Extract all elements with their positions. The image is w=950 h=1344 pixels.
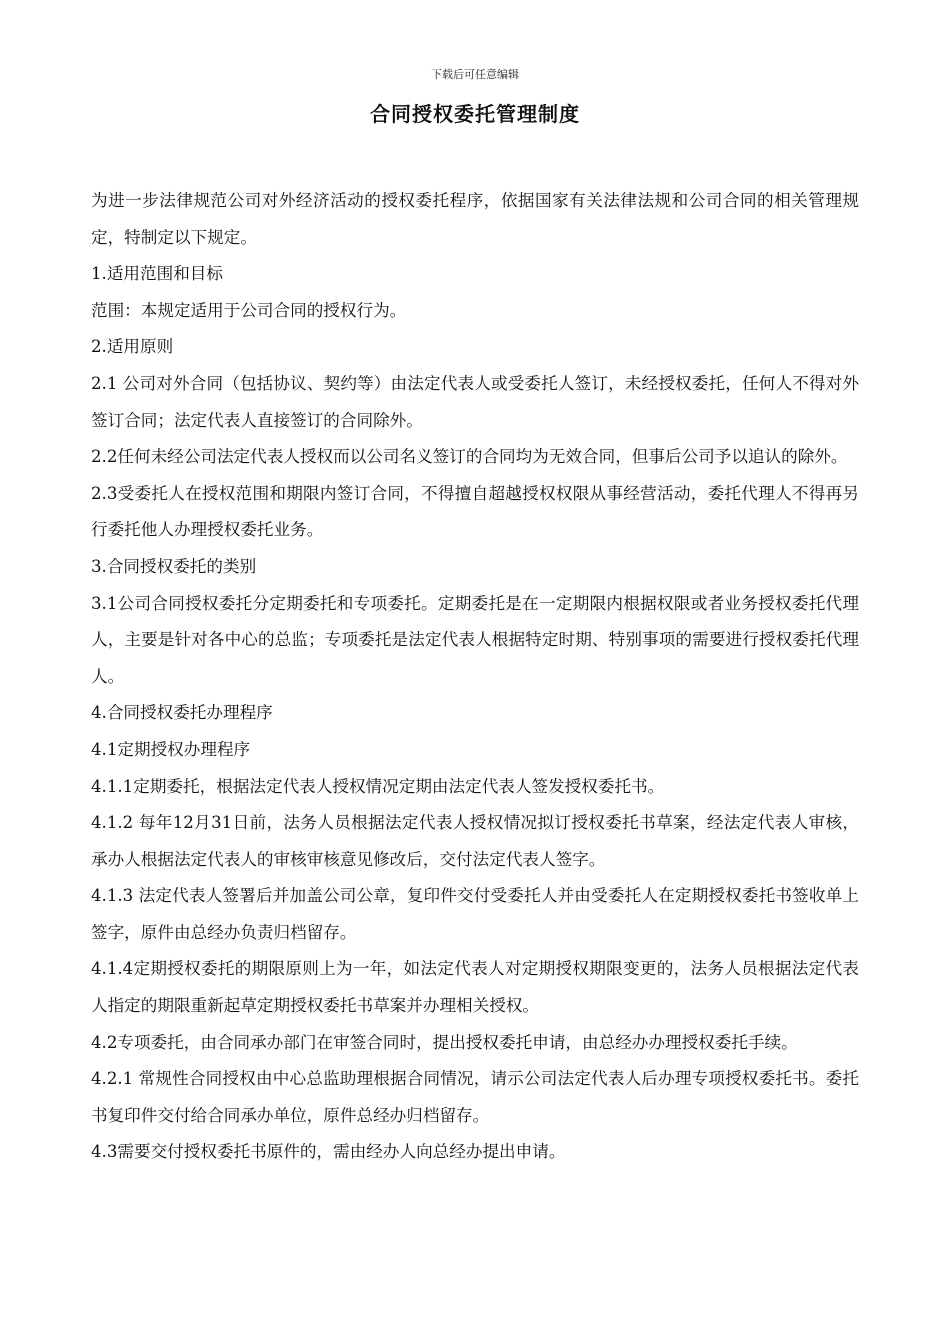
paragraph-4-1-2: 4.1.2 每年12月31日前，法务人员根据法定代表人授权情况拟订授权委托书草案，经法定代表人审核，承办人根据法定代表人的审核审核意见修改后，交付法定代表人签字。 — [91, 813, 859, 869]
paragraph-4-2: 4.2专项委托，由合同承办部门在审签合同时，提出授权委托申请，由总经办办理授权委托手续。 — [91, 1032, 798, 1052]
paragraph-4-2-1: 4.2.1 常规性合同授权由中心总监助理根据合同情况，请示公司法定代表人后办理专项授权委托书。委托书复印件交付给合同承办单位，原件总经办归档留存。 — [91, 1069, 859, 1125]
paragraph-intro: 为进一步法律规范公司对外经济活动的授权委托程序，依据国家有关法律法规和公司合同的相关管理规定，特制定以下规定。 — [91, 191, 859, 247]
paragraph-3-1: 3.1公司合同授权委托分定期委托和专项委托。定期委托是在一定期限内根据权限或者业务授权委托代理人，主要是针对各中心的总监；专项委托是法定代表人根据特定时期、特别事项的需要进行授权委托代理人。 — [91, 593, 859, 686]
paragraph-4-1-4: 4.1.4定期授权委托的期限原则上为一年，如法定代表人对定期授权期限变更的，法务人员根据法定代表人指定的期限重新起草定期授权委托书草案并办理相关授权。 — [91, 959, 859, 1016]
paragraph-2-3: 2.3受委托人在授权范围和期限内签订合同，不得擅自超越授权权限从事经营活动，委托代理人不得再另行委托他人办理授权委托业务。 — [91, 483, 859, 540]
section-heading-4: 4.合同授权委托办理程序 — [91, 703, 273, 723]
paragraph-4-1-1: 4.1.1定期委托，根据法定代表人授权情况定期由法定代表人签发授权委托书。 — [91, 776, 665, 796]
section-heading-2: 2.适用原则 — [91, 337, 174, 357]
subsection-heading-4-1: 4.1定期授权办理程序 — [91, 739, 251, 759]
document-title: 合同授权委托管理制度 — [370, 102, 580, 126]
paragraph-4-3: 4.3需要交付授权委托书原件的，需由经办人向总经办提出申请。 — [91, 1142, 566, 1162]
paragraph-2-1: 2.1 公司对外合同（包括协议、契约等）由法定代表人或受委托人签订，未经授权委托，任何人不得对外签订合同；法定代表人直接签订的合同除外。 — [91, 373, 859, 430]
paragraph-2-2: 2.2任何未经公司法定代表人授权而以公司名义签订的合同均为无效合同，但事后公司予以追认的除外。 — [91, 447, 848, 467]
document-body — [91, 183, 859, 1171]
section-heading-1: 1.适用范围和目标 — [91, 264, 223, 284]
paragraph-scope: 范围：本规定适用于公司合同的授权行为。 — [91, 300, 407, 320]
header-note: 下载后可任意编辑 — [431, 68, 519, 81]
section-heading-3: 3.合同授权委托的类别 — [91, 556, 257, 576]
paragraph-4-1-3: 4.1.3 法定代表人签署后并加盖公司公章，复印件交付受委托人并由受委托人在定期授权委托书签收单上签字，原件由总经办负责归档留存。 — [91, 886, 859, 942]
